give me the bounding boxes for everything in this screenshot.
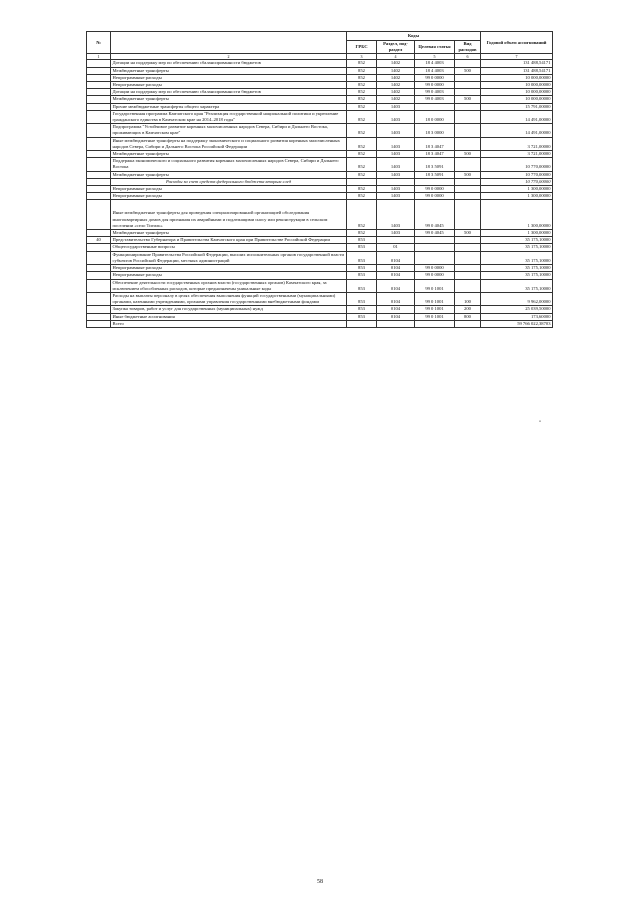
amount-cell: 10 000,00000: [481, 96, 553, 103]
amount-cell: 59 766 022,38703: [481, 320, 553, 327]
razdel-cell: 1403: [377, 124, 415, 137]
target-cell: 99 0 0000: [415, 193, 455, 200]
table-row: [87, 313, 553, 320]
amount-cell: 15 791,00000: [481, 103, 553, 110]
row-name-cell: Государственная программа Камчатского края "Реализация государственной национальной политики и укрепление гражданского единства в Камчатском крае на 2014–2018 годы": [111, 110, 347, 123]
row-name-cell: Непрограммные расходы: [111, 82, 347, 89]
amount-cell: 10 000,00000: [481, 74, 553, 81]
target-cell: [415, 103, 455, 110]
vid-cell: [455, 265, 481, 272]
vid-cell: [455, 89, 481, 96]
col-num-header: №: [87, 32, 111, 54]
row-number-cell: 40: [87, 237, 111, 244]
grbs-cell: 852: [347, 82, 377, 89]
row-name-cell: Подпрограмма "Устойчивое развитие коренных малочисленных народов Севера, Сибири и Дальнего Востока, проживающих в Камчатском крае": [111, 124, 347, 137]
row-name-cell: Прочие межбюджетные трансферты общего характера: [111, 103, 347, 110]
target-cell: 99 0 0000: [415, 265, 455, 272]
grbs-cell: 853: [347, 313, 377, 320]
target-cell: [415, 178, 455, 185]
vid-cell: [455, 60, 481, 67]
amount-cell: 1 300,00000: [481, 193, 553, 200]
grbs-cell: 853: [347, 237, 377, 244]
target-cell: 18 3 5091: [415, 171, 455, 178]
razdel-cell: 01: [377, 244, 415, 251]
target-cell: 99 0 0000: [415, 74, 455, 81]
target-cell: 18 0 0000: [415, 110, 455, 123]
grbs-cell: 852: [347, 137, 377, 150]
row-number-cell: [87, 96, 111, 103]
table-row: [87, 89, 553, 96]
vid-cell: [455, 279, 481, 292]
row-number-cell: [87, 230, 111, 237]
razdel-header: Раздел, под-раздел: [377, 41, 415, 54]
row-number-cell: [87, 279, 111, 292]
row-name-cell: Расходы за счет средств федерального бюджета вторым след: [111, 178, 347, 185]
vid-cell: [455, 124, 481, 137]
amount-cell: 131 488,54171: [481, 67, 553, 74]
grbs-cell: 852: [347, 230, 377, 237]
row-name-cell: Непрограммные расходы: [111, 186, 347, 193]
grbs-cell: 852: [347, 193, 377, 200]
row-number-cell: [87, 158, 111, 171]
table-row: [87, 193, 553, 200]
amount-cell: 35 175,10000: [481, 237, 553, 244]
grbs-cell: 852: [347, 110, 377, 123]
grbs-cell: 852: [347, 60, 377, 67]
grbs-cell: 852: [347, 96, 377, 103]
amount-cell: 14 491,00000: [481, 124, 553, 137]
table-row: [87, 158, 553, 171]
razdel-cell: 1403: [377, 137, 415, 150]
row-name-cell: Межбюджетные трансферты: [111, 230, 347, 237]
row-number-cell: [87, 272, 111, 279]
target-cell: [415, 244, 455, 251]
target-cell: 99 0 0000: [415, 272, 455, 279]
grbs-cell: 852: [347, 103, 377, 110]
razdel-cell: 1403: [377, 110, 415, 123]
row-number-cell: [87, 244, 111, 251]
grbs-cell: 852: [347, 89, 377, 96]
target-cell: 99 0 4045: [415, 200, 455, 230]
row-name-cell: Дотации на поддержку мер по обеспечению сбалансированности бюджетов: [111, 89, 347, 96]
vid-cell: [455, 74, 481, 81]
razdel-cell: 1403: [377, 171, 415, 178]
row-number-cell: [87, 137, 111, 150]
row-number-cell: [87, 186, 111, 193]
row-number-cell: [87, 60, 111, 67]
table-row: [87, 96, 553, 103]
amount-cell: 10 770,00000: [481, 171, 553, 178]
vid-cell: [455, 137, 481, 150]
amount-cell: 10 770,00000: [481, 158, 553, 171]
row-name-cell: Непрограммные расходы: [111, 74, 347, 81]
row-name-cell: Функционирование Правительства Российской Федерации, высших исполнительных органов государственной власти субъектов Российской Федерации, местных администраций: [111, 251, 347, 264]
row-number-cell: [87, 306, 111, 313]
grbs-cell: 852: [347, 171, 377, 178]
razdel-cell: 1403: [377, 200, 415, 230]
row-name-cell: Межбюджетные трансферты: [111, 67, 347, 74]
row-name-cell: Непрограммные расходы: [111, 265, 347, 272]
vid-cell: [455, 251, 481, 264]
razdel-cell: 1402: [377, 96, 415, 103]
row-number-cell: [87, 178, 111, 185]
row-name-cell: Обеспечение деятельности государственных органов власти (государственных органов) Камчатского края, за исключением обособленных расходов, которые предназначены уникальные коды: [111, 279, 347, 292]
vid-header: Вид расходов: [455, 41, 481, 54]
vid-cell: [455, 272, 481, 279]
grbs-cell: 853: [347, 292, 377, 305]
row-number-cell: [87, 110, 111, 123]
grbs-cell: 853: [347, 244, 377, 251]
table-row: [87, 60, 553, 67]
col-name-header: [111, 32, 347, 54]
row-number-cell: [87, 251, 111, 264]
razdel-cell: 1402: [377, 60, 415, 67]
amount-cell: 1 300,00000: [481, 186, 553, 193]
row-name-cell: Иные межбюджетные трансферты на поддержку экономического и социального развития коренных малочисленных народов Севера, Сибири и Дальнего Востока Российской Федерации: [111, 137, 347, 150]
vid-cell: [455, 186, 481, 193]
column-number: 4: [377, 54, 415, 60]
vid-cell: [455, 103, 481, 110]
vid-cell: [455, 244, 481, 251]
target-cell: 18 3 4047: [415, 137, 455, 150]
vid-cell: [455, 237, 481, 244]
vid-cell: 100: [455, 292, 481, 305]
amount-cell: 173,60000: [481, 313, 553, 320]
target-cell: 18 3 4047: [415, 151, 455, 158]
row-number-cell: [87, 67, 111, 74]
razdel-cell: 1403: [377, 151, 415, 158]
amount-cell: 1 300,00000: [481, 230, 553, 237]
grbs-cell: [347, 320, 377, 327]
amount-cell: 35 175,10000: [481, 265, 553, 272]
amount-header: Годовой объем ассигнований: [481, 32, 553, 54]
target-cell: 99 0 0000: [415, 82, 455, 89]
target-cell: 99 0 0000: [415, 186, 455, 193]
table-row: [87, 186, 553, 193]
grbs-cell: 853: [347, 279, 377, 292]
vid-cell: [455, 110, 481, 123]
vid-cell: [455, 193, 481, 200]
column-number: 6: [455, 54, 481, 60]
column-number: 5: [415, 54, 455, 60]
vid-cell: [455, 320, 481, 327]
table-row: [87, 124, 553, 137]
razdel-cell: 0104: [377, 265, 415, 272]
row-number-cell: [87, 265, 111, 272]
razdel-cell: 0104: [377, 292, 415, 305]
amount-cell: 3 721,00000: [481, 137, 553, 150]
page-number: 58: [317, 879, 323, 885]
row-name-cell: Непрограммные расходы: [111, 193, 347, 200]
amount-cell: 3 721,00000: [481, 151, 553, 158]
grbs-cell: 853: [347, 251, 377, 264]
amount-cell: 131 488,54171: [481, 60, 553, 67]
target-header: Целевая статья: [415, 41, 455, 54]
razdel-cell: 1402: [377, 89, 415, 96]
amount-cell: 10 770,00000: [481, 178, 553, 185]
vid-cell: 500: [455, 96, 481, 103]
row-number-cell: [87, 82, 111, 89]
column-number: 2: [111, 54, 347, 60]
table-row: [87, 103, 553, 110]
table-row: [87, 279, 553, 292]
vid-cell: 200: [455, 306, 481, 313]
budget-table: [86, 31, 553, 328]
row-number-cell: [87, 313, 111, 320]
row-number-cell: [87, 292, 111, 305]
grbs-cell: 852: [347, 67, 377, 74]
row-name-cell: Межбюджетные трансферты: [111, 151, 347, 158]
table-row: [87, 265, 553, 272]
table-row: [87, 200, 553, 230]
row-name-cell: Общегосударственные вопросы: [111, 244, 347, 251]
row-name-cell: Иные бюджетные ассигнования: [111, 313, 347, 320]
grbs-cell: 853: [347, 265, 377, 272]
grbs-header: ГРБС: [347, 41, 377, 54]
table-row: [87, 251, 553, 264]
amount-cell: 35 175,10000: [481, 244, 553, 251]
target-cell: 99 0 1001: [415, 292, 455, 305]
row-name-cell: Иные межбюджетные трансферты для проведения специализированной организацией обследования многоквартирных домов для признания их аварийными и подлежащими сносу или реконструкции в сельском поселении «село Тигиль»: [111, 200, 347, 230]
target-cell: 99 0 1001: [415, 313, 455, 320]
table-row: [87, 151, 553, 158]
column-number: 7: [481, 54, 553, 60]
amount-cell: 25 039,50000: [481, 306, 553, 313]
target-cell: 18 3 5091: [415, 158, 455, 171]
row-name-cell: Закупка товаров, работ и услуг для государственных (муниципальных) нужд: [111, 306, 347, 313]
grbs-cell: [347, 178, 377, 185]
vid-cell: 500: [455, 67, 481, 74]
vid-cell: 500: [455, 171, 481, 178]
table-row: [87, 244, 553, 251]
grbs-cell: 852: [347, 124, 377, 137]
continuation-mark: »: [539, 418, 541, 423]
razdel-cell: 1402: [377, 74, 415, 81]
target-cell: 99 0 4045: [415, 230, 455, 237]
row-name-cell: Поддержка экономического и социального развития коренных малочисленных народов Севера, Сибири и Дальнего Востока: [111, 158, 347, 171]
razdel-cell: [377, 178, 415, 185]
razdel-cell: 1403: [377, 186, 415, 193]
row-number-cell: [87, 124, 111, 137]
razdel-cell: 1402: [377, 67, 415, 74]
row-number-cell: [87, 103, 111, 110]
vid-cell: [455, 82, 481, 89]
amount-cell: 35 175,10000: [481, 279, 553, 292]
target-cell: 99 0 1001: [415, 306, 455, 313]
vid-cell: 500: [455, 230, 481, 237]
razdel-cell: 1402: [377, 82, 415, 89]
razdel-cell: 0104: [377, 313, 415, 320]
row-name-cell: Непрограммные расходы: [111, 272, 347, 279]
table-row: [87, 230, 553, 237]
row-number-cell: [87, 89, 111, 96]
amount-cell: 14 491,00000: [481, 110, 553, 123]
target-cell: 18 3 0000: [415, 124, 455, 137]
amount-cell: 35 175,10000: [481, 251, 553, 264]
table-row: [87, 237, 553, 244]
razdel-cell: [377, 320, 415, 327]
razdel-cell: 0104: [377, 279, 415, 292]
grbs-cell: 853: [347, 306, 377, 313]
target-cell: [415, 320, 455, 327]
row-name-cell: Межбюджетные трансферты: [111, 96, 347, 103]
table-row: [87, 67, 553, 74]
row-name-cell: Межбюджетные трансферты: [111, 171, 347, 178]
row-name-cell: Расходы на выплаты персоналу в целях обеспечения выполнения функций государственными (муниципальными) органами, казенными учреждениями, органами управления государственными внебюджетными фондами: [111, 292, 347, 305]
table-row: [87, 110, 553, 123]
vid-cell: 800: [455, 313, 481, 320]
vid-cell: 500: [455, 151, 481, 158]
row-number-cell: [87, 200, 111, 230]
target-cell: 99 0 4003: [415, 89, 455, 96]
row-number-cell: [87, 171, 111, 178]
target-cell: [415, 237, 455, 244]
razdel-cell: 1403: [377, 230, 415, 237]
amount-cell: 9 962,00000: [481, 292, 553, 305]
table-row: [87, 306, 553, 313]
vid-cell: [455, 178, 481, 185]
row-number-cell: [87, 74, 111, 81]
grbs-cell: 853: [347, 272, 377, 279]
target-cell: 99 0 1001: [415, 279, 455, 292]
amount-cell: 10 000,00000: [481, 82, 553, 89]
table-row: [87, 171, 553, 178]
razdel-cell: 0104: [377, 272, 415, 279]
table-row: [87, 82, 553, 89]
target-cell: 99 0 4003: [415, 96, 455, 103]
vid-cell: [455, 200, 481, 230]
razdel-cell: 1403: [377, 193, 415, 200]
razdel-cell: [377, 237, 415, 244]
grbs-cell: 852: [347, 200, 377, 230]
column-number: 3: [347, 54, 377, 60]
table-row: [87, 320, 553, 327]
table-row: [87, 178, 553, 185]
table-row: [87, 292, 553, 305]
vid-cell: [455, 158, 481, 171]
grbs-cell: 852: [347, 186, 377, 193]
grbs-cell: 852: [347, 74, 377, 81]
row-name-cell: Дотации на поддержку мер по обеспечению сбалансированности бюджетов: [111, 60, 347, 67]
table-row: [87, 272, 553, 279]
row-number-cell: [87, 320, 111, 327]
row-number-cell: [87, 151, 111, 158]
row-name-cell: Всего: [111, 320, 347, 327]
column-number: 1: [87, 54, 111, 60]
target-cell: 18 4 4003: [415, 67, 455, 74]
codes-header: Коды: [347, 32, 481, 41]
amount-cell: 35 175,10000: [481, 272, 553, 279]
table-row: [87, 137, 553, 150]
grbs-cell: 852: [347, 151, 377, 158]
target-cell: [415, 251, 455, 264]
razdel-cell: 1403: [377, 103, 415, 110]
row-name-cell: Представительство Губернатора и Правительства Камчатского края при Правительстве Российской Федерации: [111, 237, 347, 244]
table-row: [87, 74, 553, 81]
amount-cell: 10 000,00000: [481, 89, 553, 96]
razdel-cell: 1403: [377, 158, 415, 171]
row-number-cell: [87, 193, 111, 200]
amount-cell: 1 300,00000: [481, 200, 553, 230]
target-cell: 18 4 4003: [415, 60, 455, 67]
razdel-cell: 0104: [377, 306, 415, 313]
razdel-cell: 0104: [377, 251, 415, 264]
grbs-cell: 852: [347, 158, 377, 171]
